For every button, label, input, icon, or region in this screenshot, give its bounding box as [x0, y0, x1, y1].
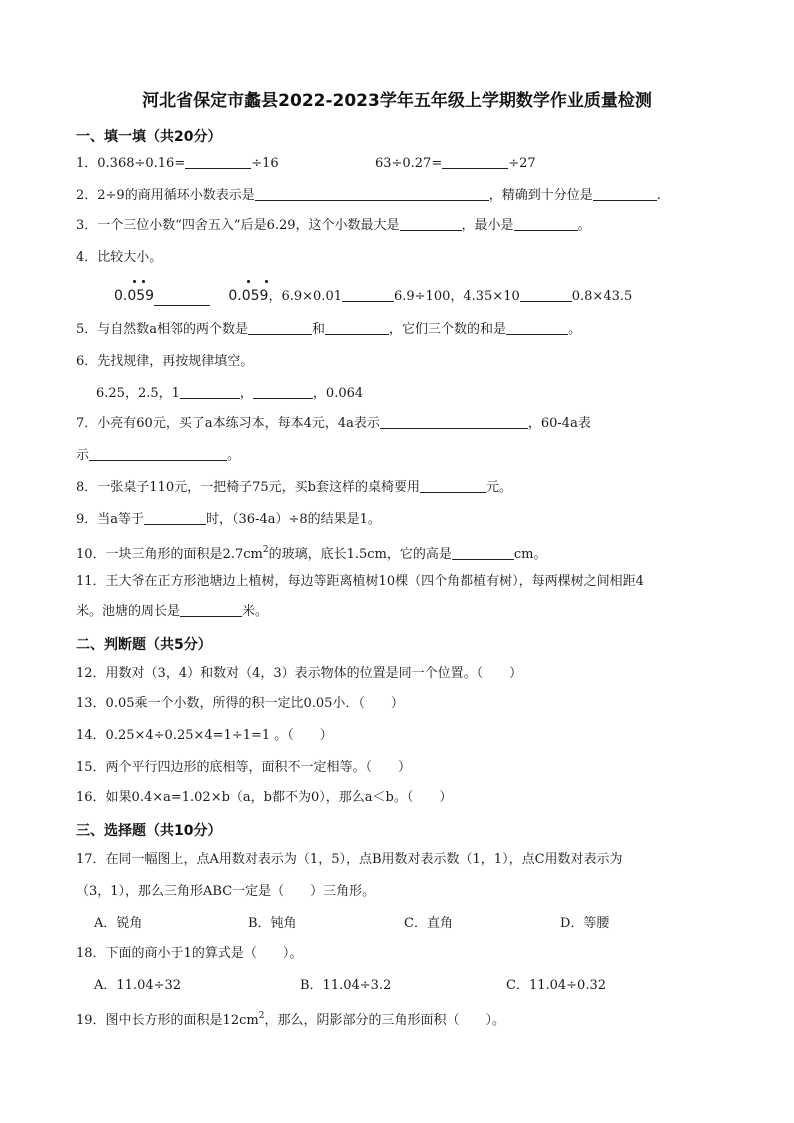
- answer-blank[interactable]: [593, 186, 657, 201]
- answer-blank[interactable]: [420, 478, 486, 493]
- answer-blank[interactable]: [452, 545, 514, 560]
- answer-blank[interactable]: [253, 384, 313, 399]
- question-8: 8．一张桌子110元，一把椅子75元，买b套这样的桌椅要用 元。: [76, 480, 512, 495]
- question-2: 2．2÷9的商用循环小数表示是 ，精确到十分位是 .: [76, 188, 661, 203]
- q17-option-d[interactable]: D．等腰: [560, 916, 610, 931]
- question-1: 1．0.368÷0.16= ÷16 63÷0.27= ÷27: [76, 156, 536, 171]
- answer-blank[interactable]: [180, 384, 240, 399]
- answer-blank[interactable]: [442, 154, 508, 169]
- question-4-prompt: 4．比较大小。: [76, 250, 163, 265]
- repeat-dot-icon: [265, 280, 268, 283]
- question-6-prompt: 6．先找规律，再按规律填空。: [76, 354, 254, 369]
- question-14: 14．0.25×4÷0.25×4=1÷1=1 。（ ）: [76, 728, 333, 743]
- answer-blank[interactable]: [325, 320, 389, 335]
- q17-option-b[interactable]: B．钝角: [248, 916, 297, 931]
- question-6-sequence: 6.25，2.5，1 ， ，0.064: [96, 386, 364, 401]
- answer-blank[interactable]: [506, 320, 568, 335]
- question-3: 3．一个三位小数“四舍五入”后是6.29，这个小数最大是 ，最小是 。: [76, 218, 591, 233]
- question-16: 16．如果0.4×a=1.02×b（a，b都不为0），那么a＜b。（ ）: [76, 790, 453, 805]
- repeat-dot-icon: [142, 280, 145, 283]
- question-7-cont: 示 。: [76, 448, 241, 463]
- answer-blank[interactable]: [89, 446, 227, 461]
- section-true-false: 二、判断题（共5分）: [76, 637, 212, 653]
- answer-blank[interactable]: [520, 287, 572, 302]
- answer-blank[interactable]: [248, 320, 312, 335]
- answer-blank[interactable]: [255, 186, 489, 201]
- answer-blank[interactable]: [342, 287, 394, 302]
- question-18: 18．下面的商小于1的算式是（ ）。: [76, 946, 303, 961]
- q18-option-c[interactable]: C．11.04÷0.32: [506, 978, 607, 993]
- question-19: 19．图中长方形的面积是$12cm^2$，那么，阴影部分的三角形面积（ ）。: [76, 1011, 505, 1028]
- question-17: 17．在同一幅图上，点A用数对表示为（1，5），点B用数对表示数（1，1），点C用数对表示为: [76, 852, 623, 867]
- section-fill-in: 一、填一填（共20分）: [76, 129, 222, 145]
- question-10: 10．一块三角形的面积是$2.7cm^2$的玻璃，底长1.5cm，它的高是 cm。: [76, 545, 547, 562]
- question-17-cont: （3，1），那么三角形ABC一定是（ ）三角形。: [76, 884, 376, 899]
- answer-blank[interactable]: [154, 291, 210, 306]
- q17-option-a[interactable]: A．锐角: [94, 916, 143, 931]
- answer-blank[interactable]: [144, 510, 206, 525]
- question-11: 11．王大爷在正方形池塘边上植树，每边等距离植树10棵（四个角都植有树），每两棵树之间相距4: [76, 574, 644, 589]
- answer-blank[interactable]: [400, 216, 462, 231]
- question-7: 7．小亮有60元，买了a本练习本，每本4元，4a表示 ，60-4a表: [76, 416, 591, 431]
- answer-blank[interactable]: [180, 602, 242, 617]
- answer-blank[interactable]: [380, 414, 528, 429]
- answer-blank[interactable]: [514, 216, 578, 231]
- question-4-compare: 0.059 0.059 ，6.9×0.01 6.9÷100，4.35×10 0.8×43.5: [114, 286, 632, 307]
- q17-option-c[interactable]: C．直角: [404, 916, 453, 931]
- page-title: 河北省保定市蠡县2022-2023学年五年级上学期数学作业质量检测: [142, 91, 652, 111]
- repeating-decimal: 0.059: [228, 286, 268, 306]
- repeat-dot-icon: [133, 280, 136, 283]
- section-multiple-choice: 三、选择题（共10分）: [76, 823, 222, 839]
- question-9: 9．当a等于 时，（36-4a）÷8的结果是1。: [76, 512, 381, 527]
- answer-blank[interactable]: [185, 154, 251, 169]
- question-11-cont: 米。池塘的周长是 米。: [76, 604, 269, 619]
- repeat-dot-icon: [247, 280, 250, 283]
- repeating-decimal: 0.059: [114, 286, 154, 306]
- question-5: 5．与自然数a相邻的两个数是 和 ，它们三个数的和是 。: [76, 322, 582, 337]
- question-15: 15．两个平行四边形的底相等，面积不一定相等。（ ）: [76, 760, 412, 775]
- q18-option-b[interactable]: B．11.04÷3.2: [300, 978, 392, 993]
- question-13: 13．0.05乘一个小数，所得的积一定比0.05小．（ ）: [76, 696, 404, 711]
- question-12: 12．用数对（3，4）和数对（4，3）表示物体的位置是同一个位置。（ ）: [76, 666, 523, 681]
- q18-option-a[interactable]: A．11.04÷32: [94, 978, 182, 993]
